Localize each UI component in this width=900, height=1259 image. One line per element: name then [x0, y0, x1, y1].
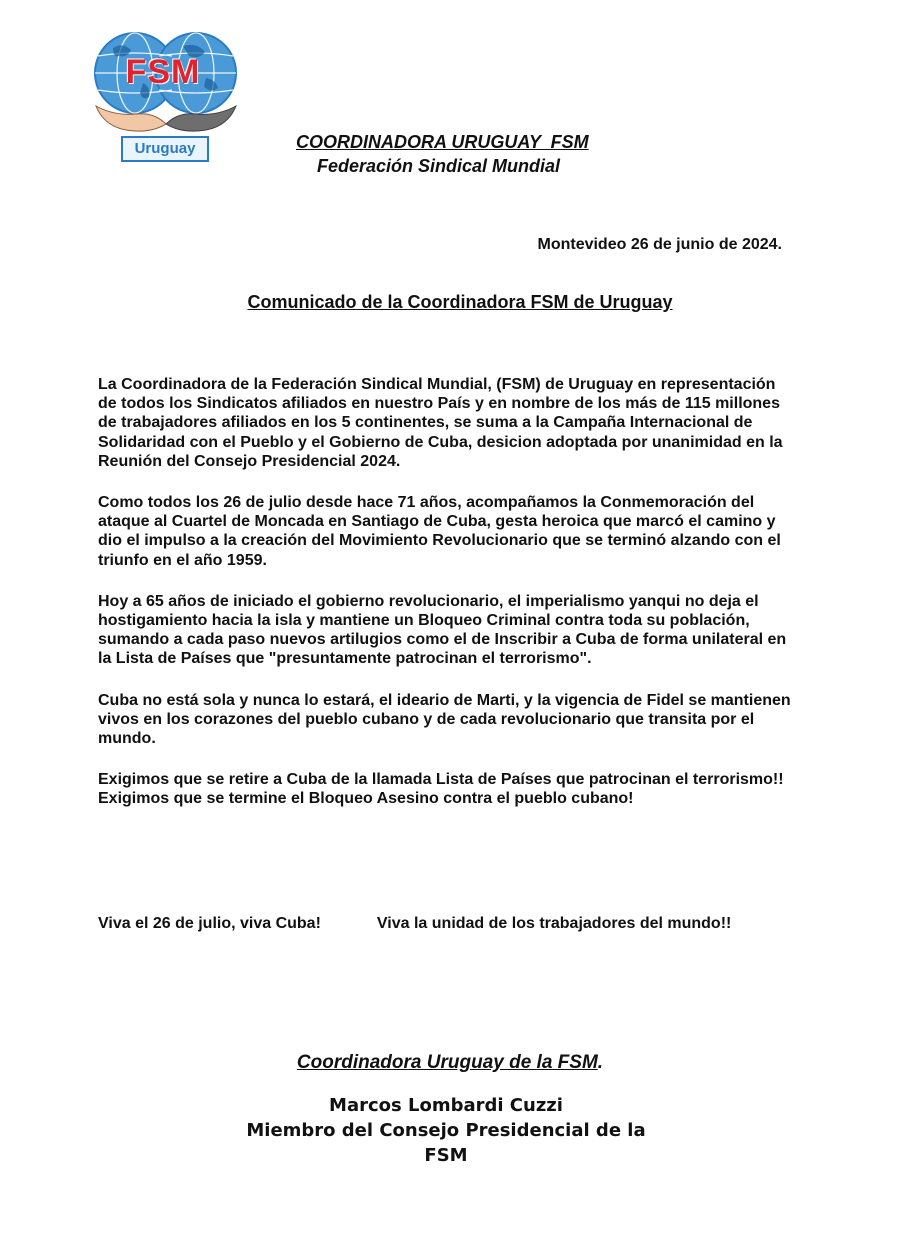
signatory-role: Miembro del Consejo Presidencial de la: [246, 1120, 646, 1141]
paragraph: Cuba no está sola y nunca lo estará, el ideario de Marti, y la vigencia de Fidel se mantienen vivos en los corazones del pueblo cubano y de cada revolucionario que transita por el mundo.: [98, 691, 791, 748]
logo-country-label: Uruguay: [121, 136, 209, 162]
cheer-cuba: Viva el 26 de julio, viva Cuba!: [98, 915, 321, 932]
signatory-name: Marcos Lombardi Cuzzi: [329, 1095, 563, 1116]
cheer-workers: Viva la unidad de los trabajadores del mundo!!: [376, 915, 732, 932]
paragraph: La Coordinadora de la Federación Sindical Mundial, (FSM) de Uruguay en representación de todos los Sindicatos afiliados en nuestro País y en nombre de los más de 115 millones de trabajadores afiliados en los 5 continentes, se suma a la Campaña Internacional de Solidaridad con el Pueblo y el Gobierno de Cuba, desicion adoptada por unanimidad en la Reunión del Consejo Presidencial 2024.: [98, 376, 783, 470]
logo-acronym: FSM: [125, 53, 201, 91]
signature-org-name: Coordinadora Uruguay de la FSM: [296, 1052, 598, 1073]
document-body: [98, 375, 798, 831]
organization-subtitle: Federación Sindical Mundial: [317, 156, 561, 176]
paragraph: Como todos los 26 de julio desde hace 71 años, acompañamos la Conmemoración del ataque al Cuartel de Moncada en Santiago de Cuba, gesta heroica que marcó el camino y dio el impulso a la creación del Movimiento Revolucionario que se terminó alzando con el triunfo en el año 1959.: [98, 494, 781, 569]
organization-name: COORDINADORA URUGUAY FSM: [296, 132, 589, 152]
signature-block: [0, 1093, 892, 1168]
signature-org-period: .: [597, 1052, 604, 1073]
fsm-logo: [88, 28, 248, 163]
signatory-role-cont: FSM: [424, 1145, 468, 1166]
signature-organization: [0, 1052, 900, 1074]
paragraph: Exigimos que se retire a Cuba de la llamada Lista de Países que patrocinan el terrorismo!! Exigimos que se termine el Bloqueo Asesino contra el pueblo cubano!: [98, 771, 784, 808]
closing-cheers: [98, 914, 798, 933]
paragraph: Hoy a 65 años de iniciado el gobierno revolucionario, el imperialismo yanqui no deja el hostigamiento hacia la isla y mantiene un Bloqueo Criminal contra toda su población, sumando a cada paso nuevos artilugios como el de Inscribir a Cuba de forma unilateral en la Lista de Países que "presuntamente patrocinan el terrorismo".: [98, 592, 787, 668]
document-title: Comunicado de la Coordinadora FSM de Uruguay: [247, 292, 673, 312]
document-date: Montevideo 26 de junio de 2024.: [537, 236, 782, 253]
